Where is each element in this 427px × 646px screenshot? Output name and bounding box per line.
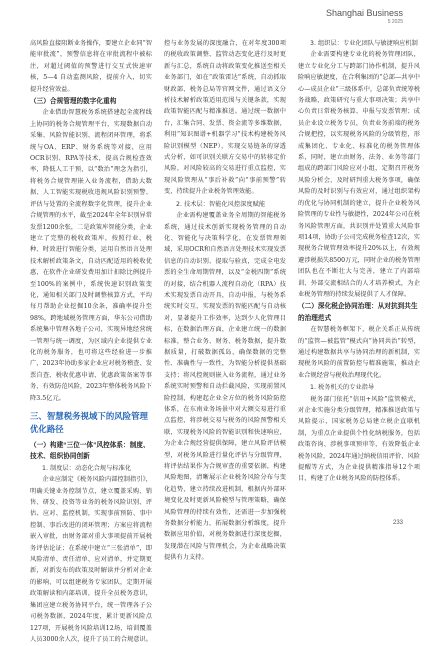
paragraph: 在智慧税务框架下，税企关系正从传统的“监管—被监管”模式向“协同共治”转型，通过构建数据共享与协同治理的新机制，实现税务风险的前置防控与精准施策，推动企业合规经营与税收治理现代化。 — [298, 326, 420, 379]
column-3 — [298, 38, 420, 486]
paragraph: 企业需要构建专业化的税务管理团队，建立专业化分工与跨部门协作机制，提升风险响应敏捷度，在合利集团的“总部—共享中心—成员企业”三级体系中，总部负责统筹税务战略、政策研究与重大事项决策；共享中心负责日常税务核算、申报与发票管理；成员企业设立税务专员，负责业务前端的税务合规把控，以实现税务风险的分级管控，形成集团化、专业化、标准化的税务管理体系，同时，建立由财务、法务、业务等部门组成的跨部门风险应对小组，定期召开税务风险分析会，及时研判重大税务事项，确保风险的及时识别与有效应对，通过组织架构的优化与协同机制的建立，提升企业税务风险管理的专业性与敏捷性，2024年公司在税务风险管理方面，共识别并处置重大风险事项14项，协助子公司完成税务检查12次，实现税务合规管理效率提升20%以上，有效规避涉税损失8500万元，同时企业的税务管理团队也在不断壮大与完善，建立了内部培训、外部交流相结合的人才培养模式，为企业税务管理的持续发展提供了人才保障。 — [298, 51, 420, 298]
issue-number: 5 2025 — [387, 19, 403, 25]
paragraph: 税务部门依托“信用+风险”监管模式，对企业实施分类分级管理，精准推送政策与风险提示，国家税务总局建立税企直联机制，为重点企业提供个性化纳税服务，包括政策咨询、涉税事项预审等，有效降低企业税务风险，2024年通过纳税信用评价、风险提醒等方式，为企业提供精准指导12个项目，构建了企业税务风险的防控体系。 — [298, 395, 420, 483]
minor-heading: 1. 税务机关的专业指导 — [310, 384, 375, 392]
column-2 — [164, 38, 286, 565]
paragraph: 控与业务发展的深度融合，在对年度300项的税收政策调整、监管动态变化进行及时更新与汇总，系统自动将政策变化推送至相关业务部门，如在“政策雷达”系统，自动抓取财政部、税务总局等官网文件，通过语义分析技术解析政策适用范围与关键条款，实现政策智能匹配与精准推送。通过统一数据中台，汇集合同、发票、资金流等多维数据，利用“知识图谱+机器学习”技术构建税务风险识别模型（NEP），实现交易链条的穿透式分析，如可识别关联方交易中的转移定价风险，对风险较高的交易进行重点监控，实现风险管理从“事后补救”向“事前预警”转变，持续提升企业税务管理效能。 — [164, 40, 286, 196]
paragraph: 企业应制定《税务风险内部控制指引》，明确关键业务控制节点，建立覆盖采购、销售、研发、投资等业务的税务风险识别、评估、应对、监控机制，实现事前预防、事中控制、事后改进的闭环管理；方案应将流程嵌入审批，由财务部对重大事项提前开展税务评估论证；在系统中建立“三张清单”，即风险清单、责任清单、应对清单，并定期更新，对新发布的政策及时解读并分析对企业的影响，可以组建税务专家团队，定期开展政策解读和内部培训，提升全员税务意识，集团应建立税务协同平台，统一管理各子公司税务数据，2024年度，累计更新风险点127项，开展税务风险培训12场，培训覆盖人员3000余人次，提升了员工的合规意识。 — [30, 476, 152, 643]
minor-heading: 1. 制度层：动态化合规与标准化 — [42, 464, 132, 472]
minor-heading: 2. 技术层：智能化风控深度赋能 — [176, 200, 266, 208]
page-header — [326, 8, 403, 26]
subsection-heading: （三）合规管理的数字化重构 — [30, 98, 117, 106]
section-heading: 三、智慧税务视域下的风险管理优化路径 — [30, 411, 148, 434]
minor-heading: 3. 组织层：专业化团队与敏捷响应机制 — [310, 40, 418, 47]
page-number: 233 — [392, 520, 403, 526]
subsection-heading: （二）深化税企协同治理：从对抗到共生的治理范式 — [298, 303, 418, 322]
magazine-title: Shanghai Business — [325, 8, 403, 18]
subsection-heading: （一）构建“三位一体”风控体系：制度、技术、组织协同创新 — [30, 442, 150, 461]
paragraph: 高风险直接阻断业务操作，要建立企业同“智能审批流”，预警信息将在审批流程中被标注，对超过阈值的预警进行交互式快速审核，5—4 自动监测风险，提前介入，切实提升经营效益。 — [30, 40, 152, 93]
paragraph: 企业借助智慧税务系统搭建起全流程线上协同的税务合规管理平台，实现数据自动采集、风险智能识别、流程闭环管理，将系统与OA、ERP、财务系统等对接，应用OCR识别、RPA等技术，提高合规检查效率，降低人工干预，以“数治”理念为指引，将税务合规管理嵌入业务流程，借助大数据、人工智能实现税收违规风险识别预警、评估与处置的全流程数字化管理，提升企业合规管理的水平，截至2024年全年识别异常发票1200余张，二是政策库智能分类，企业建立了完整的税收政策库，按照行业、税种、时效进行智能分类，运用自然语言处理技术解析政策条文，自动匹配适用的税收优惠，在软件企业研发费用加计扣除比例提升至100%的案例中，系统快速识别政策变化，通知相关部门及时调整核算方式，平均每月帮助企业挖掘10余条，准确率提升至98%，跨地域税务管理方面，华东公司借助系统集中管理各地子公司，实现异地经营统一管理与统一调度，为区域内企业提供专业化的税务服务，也可将这些经验进一步推广，2023年协助多家企业应对税务稽查、发票自查、税收优惠申请、优惠政策备案等事务，有效防范风险，2023年整体税务风险下降3.5亿元。 — [30, 109, 152, 402]
paragraph: 企业需构建覆盖业务全周期的智能税务系统，通过技术创新实现税务管理的自动化、智能化与决策科学化，在发票管理领域，采用OCR和自然语言处理技术实现发票信息的自动识别、提取与验真，完成全电发票的全生命周期管理，以及“金税四期”系统的对接，结合机器人流程自动化（RPA）技术实现发票自动开具，自动申报，与税务系统实时交互，实现发票的智能匹配与自动核对，显著提升工作效率，达到少人化管理目标，在数据治理方面，企业建立统一的数据标准，整合业务、财务、税务数据，提升数据质量，打破数据孤岛，确保数据的完整性、准确性与一致性，为智能分析提供基础支持；将风控规则嵌入业务流程，通过业务系统实时预警和自动拦截风险，实现前置风险控制，构建起企业全方位的税务风险防控体系，在东南业务场景中对大额交易进行重点监控，将涉税交易与税务的风险预警相关联，实现税务风险的智能识别和快速响应，为企业合规经营提供保障，建立风险评估模型，对税务风险进行量化评估与分级管理，将评估结果作为合规审查的重要依据，构建风险地图，清晰展示企业税务风险分布与变化趋势，建立持续改进机制，根据内外部环境变化及时更新风险模型与管理策略，确保风险管理的持续有效性，还需进一步加强税务数据分析能力，拓展数据分析维度，提升数据应用价值，对税务数据进行深度挖掘，发现潜在风险与管理机会，为企业战略决策提供有力支持。 — [164, 212, 286, 562]
column-1 — [30, 38, 152, 646]
